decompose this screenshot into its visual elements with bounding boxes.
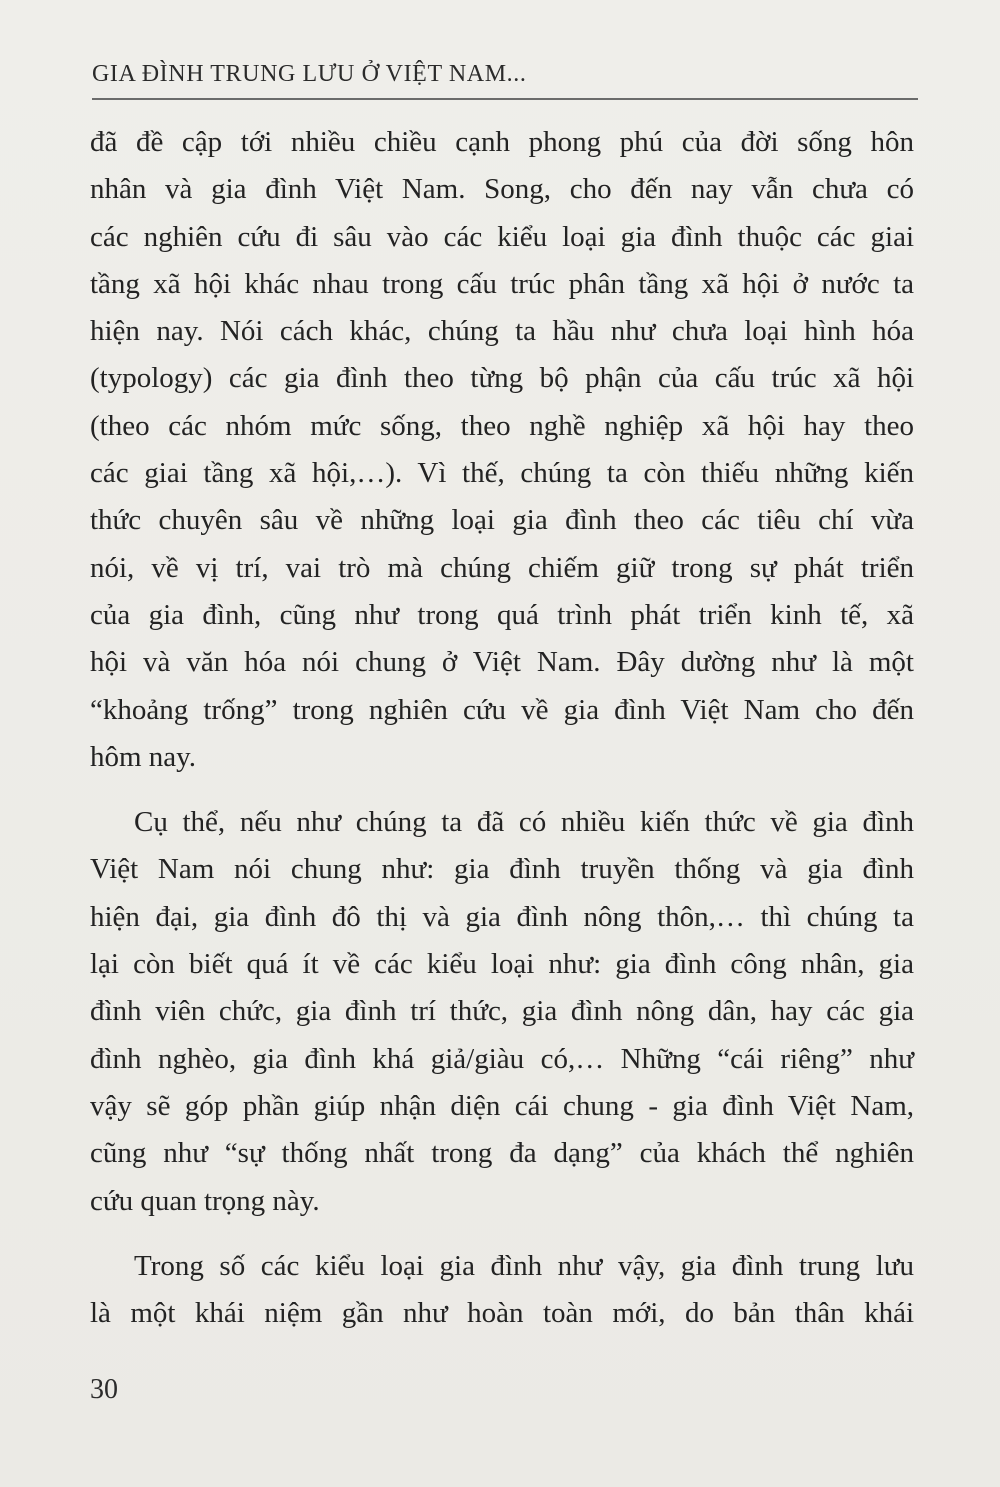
text-line: là một khái niệm gần như hoàn toàn mới, do bản thân khái bbox=[90, 1297, 914, 1330]
paragraph-spacer bbox=[90, 781, 914, 799]
text-line: nhân và gia đình Việt Nam. Song, cho đến nay vẫn chưa có bbox=[90, 173, 914, 206]
paragraph-spacer bbox=[90, 1225, 914, 1243]
text-line: hôm nay. bbox=[90, 740, 197, 773]
text-line: tầng xã hội khác nhau trong cấu trúc phân tầng xã hội ở nước ta bbox=[90, 267, 914, 300]
text-line: đã đề cập tới nhiều chiều cạnh phong phú của đời sống hôn bbox=[90, 126, 914, 158]
paragraph-3 bbox=[90, 1243, 914, 1338]
text-line: vậy sẽ góp phần giúp nhận diện cái chung - gia đình Việt Nam, bbox=[90, 1089, 914, 1122]
body-text bbox=[90, 119, 914, 1337]
text-line: đình nghèo, gia đình khá giả/giàu có,… Những “cái riêng” như bbox=[90, 1042, 914, 1075]
text-line: của gia đình, cũng như trong quá trình phát triển kinh tế, xã bbox=[90, 598, 914, 631]
text-line: Cụ thể, nếu như chúng ta đã có nhiều kiến thức về gia đình bbox=[134, 806, 914, 839]
running-header: GIA ĐÌNH TRUNG LƯU Ở VIỆT NAM... bbox=[92, 56, 918, 100]
text-line: Trong số các kiểu loại gia đình như vậy, gia đình trung lưu bbox=[134, 1249, 914, 1282]
text-line: cứu quan trọng này. bbox=[90, 1184, 320, 1217]
paragraph-2 bbox=[90, 799, 914, 1225]
text-line: đình viên chức, gia đình trí thức, gia đình nông dân, hay các gia bbox=[90, 995, 914, 1028]
text-line: hội và văn hóa nói chung ở Việt Nam. Đây dường như là một bbox=[90, 646, 914, 679]
text-line: “khoảng trống” trong nghiên cứu về gia đình Việt Nam cho đến bbox=[90, 693, 914, 726]
text-line: lại còn biết quá ít về các kiểu loại như: gia đình công nhân, gia bbox=[90, 948, 914, 981]
text-line: Việt Nam nói chung như: gia đình truyền thống và gia đình bbox=[90, 853, 914, 886]
paragraph-1 bbox=[90, 119, 914, 781]
text-line: các nghiên cứu đi sâu vào các kiểu loại gia đình thuộc các giai bbox=[90, 220, 914, 253]
text-line: nói, về vị trí, vai trò mà chúng chiếm giữ trong sự phát triển bbox=[90, 551, 914, 584]
text-line: (typology) các gia đình theo từng bộ phận của cấu trúc xã hội bbox=[90, 362, 914, 395]
text-line: (theo các nhóm mức sống, theo nghề nghiệp xã hội hay theo bbox=[90, 409, 914, 442]
text-line: hiện đại, gia đình đô thị và gia đình nông thôn,… thì chúng ta bbox=[90, 900, 914, 933]
text-line: thức chuyên sâu về những loại gia đình theo các tiêu chí vừa bbox=[90, 504, 914, 537]
text-line: các giai tầng xã hội,…). Vì thế, chúng ta còn thiếu những kiến bbox=[90, 457, 914, 490]
text-line: hiện nay. Nói cách khác, chúng ta hầu như chưa loại hình hóa bbox=[90, 315, 914, 348]
page-number: 30 bbox=[90, 1374, 118, 1405]
text-line: cũng như “sự thống nhất trong đa dạng” của khách thể nghiên bbox=[90, 1137, 914, 1170]
